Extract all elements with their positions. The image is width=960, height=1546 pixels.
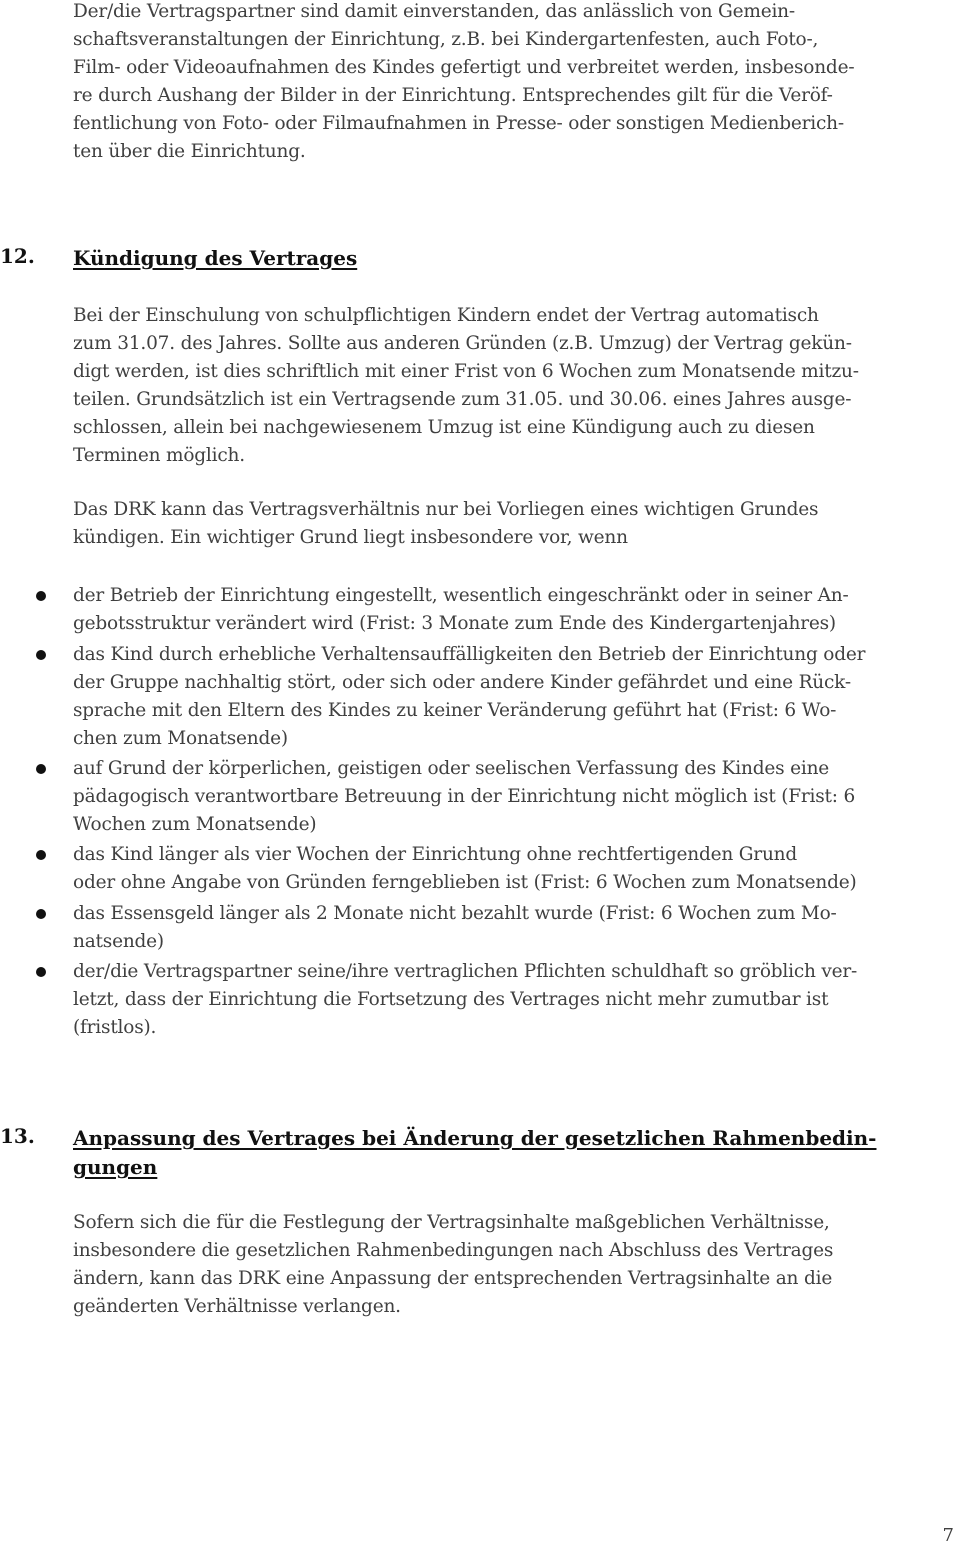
bullet-icon [36, 591, 46, 601]
text-line: gebotsstruktur verändert wird (Frist: 3 Monate zum Ende des Kindergartenjahres) [73, 613, 836, 634]
text-line: ändern, kann das DRK eine Anpassung der entsprechenden Vertragsinhalte an die [73, 1268, 833, 1289]
text-line: kündigen. Ein wichtiger Grund liegt insbesondere vor, wenn [73, 527, 628, 548]
text-line: chen zum Monatsende) [73, 728, 288, 749]
text-line: das Essensgeld länger als 2 Monate nicht bezahlt wurde (Frist: 6 Wochen zum Mo- [73, 903, 837, 924]
bullet-icon [36, 909, 46, 919]
intro-paragraph [73, 0, 953, 166]
text-line: der Gruppe nachhaltig stört, oder sich oder andere Kinder gefährdet und eine Rück- [73, 672, 851, 693]
text-line: ten über die Einrichtung. [73, 141, 306, 162]
text-line: Bei der Einschulung von schulpflichtigen Kindern endet der Vertrag automatisch [73, 305, 819, 326]
text-line: fentlichung von Foto- oder Filmaufnahmen in Presse- oder sonstigen Medienberich- [73, 113, 844, 134]
bullet-icon [36, 650, 46, 660]
text-line: schaftsveranstaltungen der Einrichtung, z.B. bei Kindergartenfesten, auch Foto-, [73, 29, 819, 50]
text-line: (fristlos). [73, 1017, 157, 1038]
text-line: Wochen zum Monatsende) [73, 814, 317, 835]
bullet-icon [36, 764, 46, 774]
text-line: natsende) [73, 931, 164, 952]
text-line: der/die Vertragspartner seine/ihre vertraglichen Pflichten schuldhaft so gröblich ver- [73, 961, 858, 982]
text-line: Terminen möglich. [73, 445, 245, 466]
text-line: Film- oder Videoaufnahmen des Kindes gefertigt und verbreitet werden, insbesonde- [73, 57, 855, 78]
text-line: zum 31.07. des Jahres. Sollte aus anderen Gründen (z.B. Umzug) der Vertrag gekün- [73, 333, 852, 354]
text-line: digt werden, ist dies schriftlich mit einer Frist von 6 Wochen zum Monatsende mitzu- [73, 361, 859, 382]
text-line: Der/die Vertragspartner sind damit einverstanden, das anlässlich von Gemein- [73, 1, 795, 22]
text-line: Das DRK kann das Vertragsverhältnis nur bei Vorliegen eines wichtigen Grundes [73, 499, 819, 520]
text-line: pädagogisch verantwortbare Betreuung in der Einrichtung nicht möglich ist (Frist: 6 [73, 786, 856, 807]
text-line: re durch Aushang der Bilder in der Einrichtung. Entsprechendes gilt für die Veröf- [73, 85, 833, 106]
text-line: letzt, dass der Einrichtung die Fortsetzung des Vertrages nicht mehr zumutbar ist [73, 989, 829, 1010]
bullet-icon [36, 850, 46, 860]
text-line: das Kind durch erhebliche Verhaltensauffälligkeiten den Betrieb der Einrichtung oder [73, 644, 866, 665]
text-line: der Betrieb der Einrichtung eingestellt, wesentlich eingeschränkt oder in seiner An- [73, 585, 849, 606]
text-line: das Kind länger als vier Wochen der Einrichtung ohne rechtfertigenden Grund [73, 844, 798, 865]
section-13-paragraph [73, 1209, 953, 1321]
text-line: schlossen, allein bei nachgewiesenem Umzug ist eine Kündigung auch zu diesen [73, 417, 815, 438]
text-line: Sofern sich die für die Festlegung der Vertragsinhalte maßgeblichen Verhältnisse, [73, 1212, 830, 1233]
text-line: oder ohne Angabe von Gründen ferngeblieben ist (Frist: 6 Wochen zum Monatsende) [73, 872, 857, 893]
section-12-title: Kündigung des Vertrages [73, 246, 358, 270]
section-12-number: 12. [0, 244, 35, 268]
section-12-paragraph-1 [73, 302, 953, 470]
page-number: 7 [942, 1525, 954, 1546]
bullet-icon [36, 967, 46, 977]
text-line: geänderten Verhältnisse verlangen. [73, 1296, 401, 1317]
section-12-paragraph-2 [73, 496, 953, 552]
text-line: auf Grund der körperlichen, geistigen oder seelischen Verfassung des Kindes eine [73, 758, 830, 779]
section-13-title [73, 1124, 876, 1182]
text-line: teilen. Grundsätzlich ist ein Vertragsende zum 31.05. und 30.06. eines Jahres ausge- [73, 389, 852, 410]
title-line: gungen [73, 1155, 158, 1179]
text-line: insbesondere die gesetzlichen Rahmenbedingungen nach Abschluss des Vertrages [73, 1240, 834, 1261]
text-line: sprache mit den Eltern des Kindes zu keiner Veränderung geführt hat (Frist: 6 Wo- [73, 700, 837, 721]
section-13-number: 13. [0, 1124, 35, 1148]
title-line: Anpassung des Vertrages bei Änderung der gesetzlichen Rahmenbedin- [73, 1126, 877, 1150]
